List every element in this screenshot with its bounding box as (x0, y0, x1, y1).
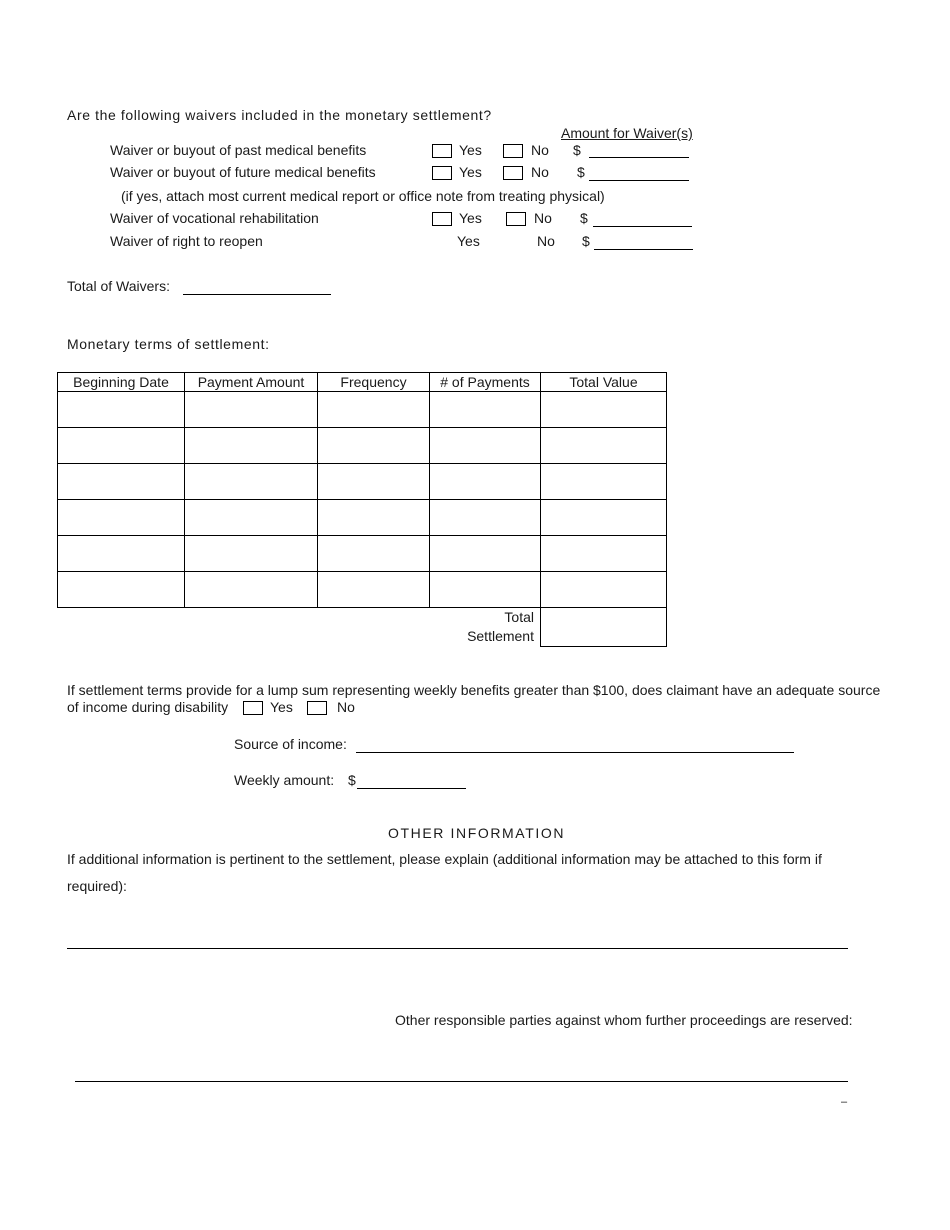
other-parties-label: Other responsible parties against whom further proceedings are reserved: (395, 1012, 853, 1028)
other-parties-field[interactable] (75, 1081, 848, 1082)
table-cell[interactable] (541, 536, 667, 572)
other-info-heading: OTHER INFORMATION (388, 825, 566, 841)
future-medical-no-label: No (531, 164, 549, 180)
income-question-line2: of income during disability (67, 699, 229, 715)
col-num-payments: # of Payments (430, 373, 541, 392)
other-info-field[interactable] (67, 948, 848, 949)
future-medical-currency: $ (577, 164, 585, 180)
table-row (58, 392, 667, 428)
other-info-text-line2: required): (67, 878, 127, 894)
income-yes-label: Yes (270, 699, 293, 715)
total-settlement-field[interactable] (541, 608, 667, 647)
vocational-yes-label: Yes (459, 210, 482, 226)
footer-mark: – (841, 1096, 848, 1108)
table-row (58, 464, 667, 500)
past-medical-no-label: No (531, 142, 549, 158)
weekly-amount-currency: $ (348, 772, 356, 788)
table-cell[interactable] (318, 392, 430, 428)
monetary-terms-title: Monetary terms of settlement: (67, 336, 270, 352)
reopen-currency: $ (582, 233, 590, 249)
income-question-line1: If settlement terms provide for a lump sum representing weekly benefits greater than $100, does claimant have an adequate source (67, 682, 881, 698)
reopen-yes-label: Yes (457, 233, 480, 249)
table-cell[interactable] (318, 572, 430, 608)
table-cell[interactable] (430, 500, 541, 536)
vocational-currency: $ (580, 210, 588, 226)
table-cell[interactable] (430, 464, 541, 500)
vocational-label: Waiver of vocational rehabilitation (110, 210, 319, 226)
past-medical-yes-checkbox[interactable] (432, 144, 452, 158)
table-cell[interactable] (541, 428, 667, 464)
table-row (58, 572, 667, 608)
vocational-yes-checkbox[interactable] (432, 212, 452, 226)
medical-report-note: (if yes, attach most current medical report or office note from treating physical) (121, 188, 605, 204)
total-waivers-label: Total of Waivers: (67, 278, 170, 294)
vocational-no-checkbox[interactable] (506, 212, 526, 226)
table-cell[interactable] (541, 572, 667, 608)
table-cell[interactable] (541, 500, 667, 536)
vocational-no-label: No (534, 210, 552, 226)
waivers-question: Are the following waivers included in the monetary settlement? (67, 107, 492, 123)
past-medical-yes-label: Yes (459, 142, 482, 158)
table-cell[interactable] (430, 572, 541, 608)
col-total-value: Total Value (541, 373, 667, 392)
table-cell[interactable] (58, 572, 185, 608)
table-cell[interactable] (185, 500, 318, 536)
past-medical-amount-field[interactable] (589, 157, 689, 158)
table-cell[interactable] (430, 536, 541, 572)
monetary-terms-table (57, 372, 667, 647)
source-income-field[interactable] (356, 752, 794, 753)
table-cell[interactable] (318, 500, 430, 536)
reopen-no-label: No (537, 233, 555, 249)
future-medical-yes-checkbox[interactable] (432, 166, 452, 180)
other-info-text-line1: If additional information is pertinent to the settlement, please explain (additional information may be attached to this form if (67, 851, 822, 867)
future-medical-no-checkbox[interactable] (503, 166, 523, 180)
total-settlement-row (58, 608, 667, 647)
amount-header: Amount for Waiver(s) (561, 125, 693, 141)
table-cell[interactable] (58, 392, 185, 428)
table-cell[interactable] (541, 392, 667, 428)
table-cell[interactable] (430, 428, 541, 464)
income-yes-checkbox[interactable] (243, 701, 263, 715)
income-no-checkbox[interactable] (307, 701, 327, 715)
table-cell[interactable] (318, 428, 430, 464)
table-cell[interactable] (185, 572, 318, 608)
total-label-line1: Total (504, 609, 534, 625)
past-medical-currency: $ (573, 142, 581, 158)
future-medical-label: Waiver or buyout of future medical benefits (110, 164, 376, 180)
past-medical-no-checkbox[interactable] (503, 144, 523, 158)
col-beginning-date: Beginning Date (58, 373, 185, 392)
future-medical-amount-field[interactable] (589, 180, 689, 181)
reopen-label: Waiver of right to reopen (110, 233, 263, 249)
table-cell[interactable] (58, 500, 185, 536)
table-cell[interactable] (185, 536, 318, 572)
future-medical-yes-label: Yes (459, 164, 482, 180)
table-cell[interactable] (318, 536, 430, 572)
source-income-label: Source of income: (234, 736, 347, 752)
table-row (58, 428, 667, 464)
table-cell[interactable] (185, 464, 318, 500)
total-waivers-field[interactable] (183, 294, 331, 295)
past-medical-label: Waiver or buyout of past medical benefits (110, 142, 367, 158)
table-cell[interactable] (430, 392, 541, 428)
table-cell[interactable] (185, 428, 318, 464)
table-cell[interactable] (58, 428, 185, 464)
table-row (58, 500, 667, 536)
col-frequency: Frequency (318, 373, 430, 392)
total-settlement-label (58, 608, 541, 647)
table-cell[interactable] (58, 536, 185, 572)
table-cell[interactable] (541, 464, 667, 500)
vocational-amount-field[interactable] (593, 226, 692, 227)
income-no-label: No (337, 699, 355, 715)
table-row (58, 536, 667, 572)
table-cell[interactable] (185, 392, 318, 428)
reopen-amount-field[interactable] (594, 249, 693, 250)
table-cell[interactable] (58, 464, 185, 500)
weekly-amount-field[interactable] (357, 788, 466, 789)
table-cell[interactable] (318, 464, 430, 500)
weekly-amount-label: Weekly amount: (234, 772, 335, 788)
table-header-row (58, 373, 667, 392)
total-label-line2: Settlement (467, 628, 534, 644)
col-payment-amount: Payment Amount (185, 373, 318, 392)
